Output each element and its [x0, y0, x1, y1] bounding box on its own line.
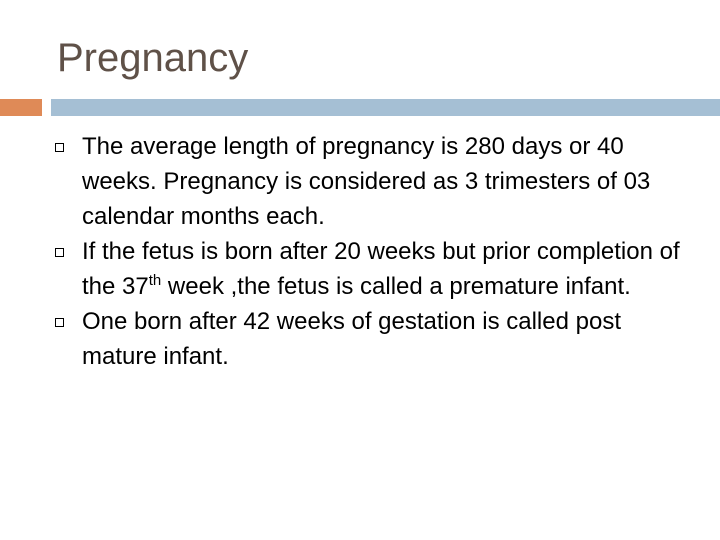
hollow-square-bullet-icon — [55, 248, 64, 257]
accent-bar — [0, 99, 42, 116]
bullet-item — [0, 129, 720, 234]
slide-title: Pregnancy — [57, 36, 249, 80]
bullet-item — [0, 304, 720, 374]
bullet-item — [0, 234, 720, 304]
bullet-list — [0, 129, 720, 374]
bullet-text: One born after 42 weeks of gestation is called post mature infant. — [82, 308, 621, 370]
hollow-square-bullet-icon — [55, 143, 64, 152]
bullet-text: The average length of pregnancy is 280 days or 40 weeks. Pregnancy is considered as 3 trimesters of 03 calendar months each. — [82, 133, 651, 230]
ordinal-superscript: th — [148, 272, 162, 289]
title-divider-bar — [51, 99, 720, 116]
hollow-square-bullet-icon — [55, 318, 64, 327]
bullet-text: If the fetus is born after 20 weeks but prior completion of the 37 — [82, 238, 680, 300]
bullet-text-continued: week ,the fetus is called a premature infant. — [161, 273, 631, 300]
